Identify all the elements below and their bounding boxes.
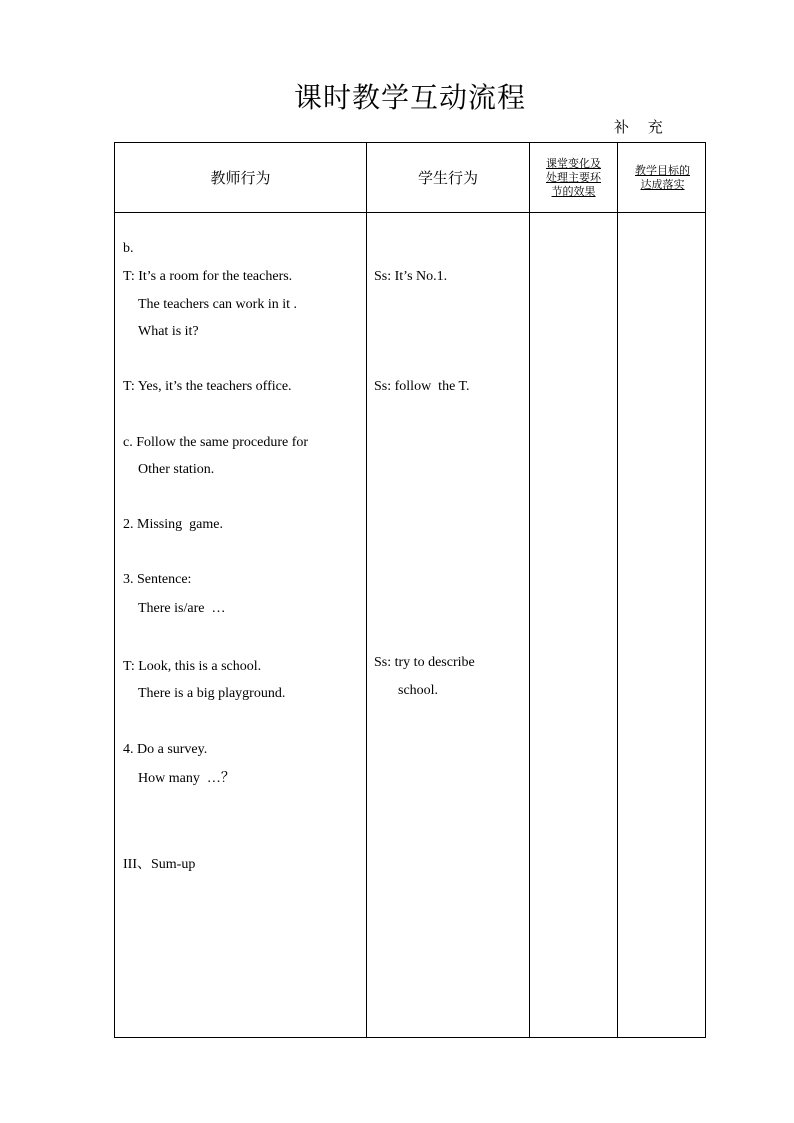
teacher-line: The teachers can work in it . — [138, 297, 297, 312]
page-title: 课时教学互动流程 — [293, 81, 526, 114]
student-line: Ss: follow the T. — [374, 379, 470, 394]
column-divider — [366, 143, 367, 1037]
teacher-line: There is a big playground. — [138, 686, 286, 701]
student-line: school. — [398, 683, 439, 698]
teacher-line: T: Yes, it’s the teachers office. — [123, 379, 292, 394]
interaction-table — [114, 142, 706, 1038]
teacher-line: 3. Sentence: — [123, 572, 192, 587]
teacher-line: b. — [123, 241, 134, 256]
teacher-line: 4. Do a survey. — [123, 742, 208, 757]
header-classroom-change: 课堂变化及处理主要环节的效果 — [546, 156, 601, 198]
student-line: Ss: It’s No.1. — [374, 269, 448, 284]
teacher-line: Other station. — [138, 462, 215, 477]
header-divider — [115, 212, 705, 213]
teacher-line: III、Sum-up — [123, 857, 196, 872]
teacher-line: There is/are … — [138, 601, 226, 616]
supplement-label: 补 充 — [614, 118, 663, 136]
teacher-line: 2. Missing game. — [123, 517, 223, 532]
header-goal-achievement-cell — [618, 143, 707, 212]
header-student-behavior: 学生行为 — [417, 169, 478, 187]
column-divider — [529, 143, 530, 1037]
teacher-line: T: It’s a room for the teachers. — [123, 269, 293, 284]
header-goal-achievement: 教学目标的达成落实 — [635, 163, 690, 191]
teacher-line: How many …？ — [138, 771, 235, 786]
student-line: Ss: try to describe — [374, 655, 475, 670]
teacher-line: T: Look, this is a school. — [123, 659, 262, 674]
teacher-line: What is it? — [138, 324, 199, 339]
header-teacher-behavior: 教师行为 — [210, 169, 271, 187]
header-classroom-change-cell — [530, 143, 617, 212]
column-divider — [617, 143, 618, 1037]
teacher-line: c. Follow the same procedure for — [123, 435, 309, 450]
